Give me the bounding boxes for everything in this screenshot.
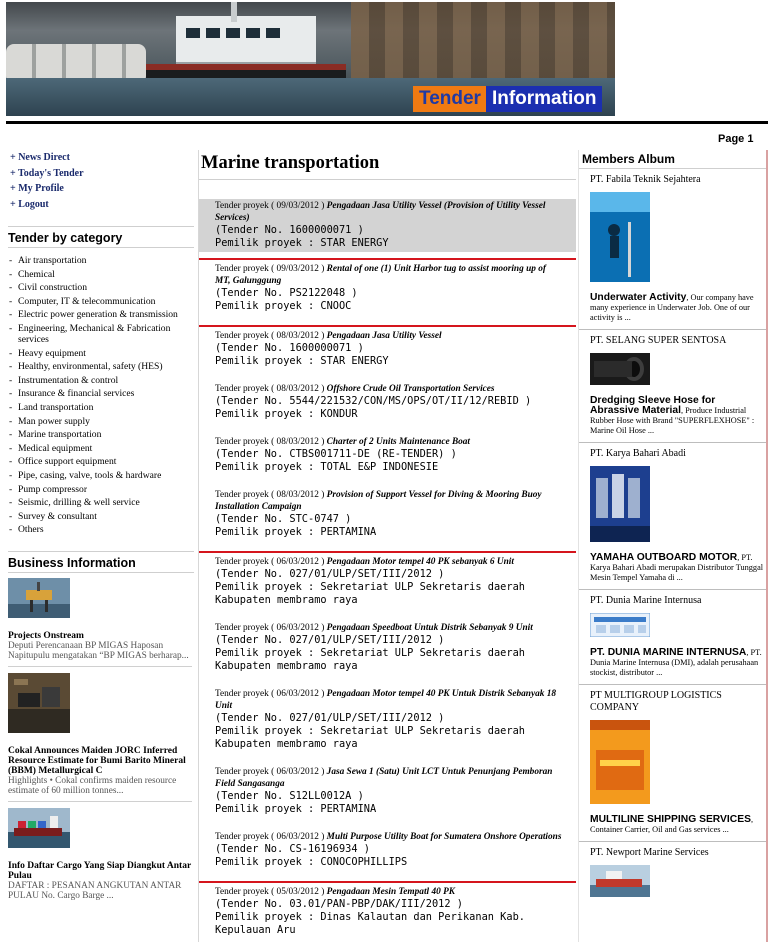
- member-description: MULTILINE SHIPPING SERVICES, Container Carrier, Oil and Gas services ...: [590, 814, 754, 834]
- tender-owner: Pemilik proyek : CONOCOPHILLIPS: [215, 856, 408, 868]
- ship-window: [186, 28, 200, 38]
- category-link[interactable]: - Instrumentation & control: [8, 374, 194, 388]
- category-link[interactable]: - Survey & consultant: [8, 510, 194, 524]
- tender-owner: Pemilik proyek : PERTAMINA: [215, 803, 377, 815]
- tender-owner: Pemilik proyek : Sekretariat ULP Sekretaris daerah Kabupaten membramo raya: [215, 647, 525, 672]
- tender-item[interactable]: [199, 622, 576, 673]
- tender-title[interactable]: Tender proyek ( 05/03/2012 ) Pengadaan Mesin Tempatl 40 PK: [215, 887, 455, 897]
- member-card[interactable]: [579, 685, 766, 842]
- tender-owner: Pemilik proyek : STAR ENERGY: [215, 355, 389, 367]
- tender-number: (Tender No. 5544/221532/CON/MS/OPS/OT/II/12/REBID ): [215, 395, 532, 407]
- date-group-divider: [199, 258, 576, 260]
- tender-number: (Tender No. CTBS001711-DE (RE-TENDER) ): [215, 448, 457, 460]
- tender-item[interactable]: [199, 263, 576, 313]
- cargo-ship-thumbnail[interactable]: [8, 808, 70, 848]
- ship-window: [266, 28, 280, 38]
- tender-number: (Tender No. PS2122048 ): [215, 287, 358, 299]
- tender-title[interactable]: Tender proyek ( 06/03/2012 ) Jasa Sewa 1 (Satu) Unit LCT Untuk Penunjang Pemboran Field Sangasanga: [215, 767, 553, 789]
- member-description: PT. DUNIA MARINE INTERNUSA, PT. Dunia Marine Internusa (DMI), adalah perusahaan stockist, distributor ...: [590, 647, 762, 677]
- diver-photo[interactable]: [590, 192, 650, 282]
- member-name[interactable]: PT. SELANG SUPER SENTOSA: [590, 335, 727, 346]
- logo-information-text: Information: [486, 86, 603, 112]
- tender-item[interactable]: [199, 199, 576, 252]
- left-sidebar: [8, 150, 194, 901]
- tender-owner: Pemilik proyek : STAR ENERGY: [215, 237, 389, 249]
- category-link[interactable]: - Air transportation: [8, 254, 194, 268]
- category-link[interactable]: - Civil construction: [8, 281, 194, 295]
- news-summary: Deputi Perencanaan BP MIGAS Haposan Napitupulu mengatakan “BP MIGAS berharap...: [8, 640, 189, 661]
- member-description: Dredging Sleeve Hose for Abrassive Material, Produce Industrial Rubber Hose with Brand "SUPERFLEXHOSE" : Marine Oil Hose ...: [590, 395, 755, 435]
- tender-information-logo: [413, 86, 602, 112]
- tender-title[interactable]: Tender proyek ( 06/03/2012 ) Pengadaan Motor tempel 40 PK sebanyak 6 Unit: [215, 557, 514, 567]
- members-album-heading: Members Album: [579, 150, 766, 169]
- date-group-divider: [199, 325, 576, 327]
- tender-number: (Tender No. 027/01/ULP/SET/III/2012 ): [215, 712, 445, 724]
- date-group-divider: [199, 881, 576, 883]
- member-card[interactable]: [579, 330, 766, 443]
- divider: [8, 666, 192, 667]
- news-summary: Highlights • Cokal confirms maiden resource estimate of 60 million tonnes...: [8, 775, 177, 796]
- members-album-panel: [578, 150, 768, 942]
- tender-number: (Tender No. 027/01/ULP/SET/III/2012 ): [215, 568, 445, 580]
- tender-owner: Pemilik proyek : KONDUR: [215, 408, 358, 420]
- tender-item[interactable]: [199, 556, 576, 607]
- tender-title[interactable]: Tender proyek ( 08/03/2012 ) Provision of Support Vessel for Diving & Mooring Buoy Installation Campaign: [215, 490, 542, 512]
- member-name[interactable]: PT. Karya Bahari Abadi: [590, 448, 686, 459]
- member-name[interactable]: PT MULTIGROUP LOGISTICS COMPANY: [590, 690, 722, 713]
- tender-number: (Tender No. 1600000071 ): [215, 342, 364, 354]
- ship-window: [226, 28, 240, 38]
- member-name[interactable]: PT. Newport Marine Services: [590, 847, 709, 858]
- my-profile-link[interactable]: + My Profile: [10, 183, 64, 194]
- category-link[interactable]: - Healthy, environmental, safety (HES): [8, 360, 194, 374]
- category-link[interactable]: - Man power supply: [8, 415, 194, 429]
- tender-owner: Pemilik proyek : PERTAMINA: [215, 526, 377, 538]
- todays-tender-link[interactable]: + Today's Tender: [10, 167, 84, 179]
- tender-title[interactable]: Tender proyek ( 09/03/2012 ) Rental of one (1) Unit Harbor tug to assist mooring up of MT, Galunggung: [215, 264, 546, 286]
- tender-owner: Pemilik proyek : CNOOC: [215, 300, 352, 312]
- page-number: Page 1: [718, 133, 754, 145]
- tender-owner: Pemilik proyek : Dinas Kalautan dan Perikanan Kab. Kepulauan Aru: [215, 911, 525, 936]
- header-banner: [6, 2, 615, 116]
- spacer: [199, 180, 576, 199]
- tender-item[interactable]: [199, 831, 576, 869]
- tender-item[interactable]: [199, 436, 576, 474]
- tender-owner: Pemilik proyek : Sekretariat ULP Sekretaris daerah Kabupaten membramo raya: [215, 581, 525, 606]
- member-card[interactable]: [579, 590, 766, 685]
- news-title[interactable]: Cokal Announces Maiden JORC Inferred Resource Estimate for Bumi Barito Mineral (BBM) Metallurgical C: [8, 745, 186, 776]
- category-link[interactable]: - Seismic, drilling & well service: [8, 496, 194, 510]
- tender-title[interactable]: Tender proyek ( 06/03/2012 ) Multi Purpose Utility Boat for Sumatera Onshore Operations: [215, 832, 562, 842]
- member-description: Underwater Activity, Our company have many experience in Underwater Job. One of our activity is ...: [590, 292, 754, 322]
- category-link[interactable]: - Pump compressor: [8, 483, 194, 497]
- divider: [8, 801, 192, 802]
- business-heading: Business Information: [8, 551, 194, 573]
- category-link[interactable]: - Medical equipment: [8, 442, 194, 456]
- tender-number: (Tender No. 1600000071 ): [215, 224, 364, 236]
- logout-link[interactable]: + Logout: [10, 198, 49, 210]
- hose-photo[interactable]: [590, 353, 650, 385]
- tender-item[interactable]: [199, 766, 576, 816]
- category-heading: Tender by category: [8, 226, 194, 248]
- page-title: Marine transportation: [201, 153, 380, 173]
- category-link[interactable]: - Others: [8, 523, 194, 537]
- tender-title[interactable]: Tender proyek ( 08/03/2012 ) Pengadaan Jasa Utility Vessel: [215, 331, 442, 341]
- tender-owner: Pemilik proyek : TOTAL E&P INDONESIE: [215, 461, 439, 473]
- news-summary: DAFTAR : PESANAN ANGKUTAN ANTAR PULAU No. Cargo Barge ...: [8, 880, 182, 901]
- news-title[interactable]: Info Daftar Cargo Yang Siap Diangkut Antar Pulau: [8, 860, 191, 881]
- mining-thumbnail[interactable]: [8, 673, 70, 733]
- ship-superstructure: [176, 16, 316, 66]
- logo-tender-text: Tender: [413, 86, 486, 112]
- tender-title[interactable]: Tender proyek ( 09/03/2012 ) Pengadaan Jasa Utility Vessel (Provision of Utility Vessel Services): [215, 201, 546, 223]
- category-link[interactable]: - Engineering, Mechanical & Fabrication services: [8, 322, 194, 347]
- news-list: [8, 578, 192, 901]
- category-link[interactable]: - Heavy equipment: [8, 347, 194, 361]
- tender-number: (Tender No. 027/01/ULP/SET/III/2012 ): [215, 634, 445, 646]
- date-group-divider: [199, 551, 576, 553]
- news-direct-link[interactable]: + News Direct: [10, 152, 70, 163]
- news-title[interactable]: Projects Onstream: [8, 630, 84, 641]
- category-link[interactable]: - Pipe, casing, valve, tools & hardware: [8, 469, 194, 483]
- member-card[interactable]: [579, 169, 766, 330]
- category-link[interactable]: - Office support equipment: [8, 455, 194, 469]
- header-divider: [6, 121, 768, 124]
- category-link[interactable]: - Insurance & financial services: [8, 387, 194, 401]
- dmi-logo-photo[interactable]: [590, 613, 650, 637]
- news-item[interactable]: [8, 808, 192, 901]
- tender-number: (Tender No. CS-16196934 ): [215, 843, 370, 855]
- tender-title[interactable]: Tender proyek ( 06/03/2012 ) Pengadaan Speedboat Untuk Distrik Sebanyak 9 Unit: [215, 623, 533, 633]
- tender-item[interactable]: [199, 330, 576, 368]
- outboard-motor-photo[interactable]: [590, 466, 650, 542]
- member-description: YAMAHA OUTBOARD MOTOR, PT. Karya Bahari Abadi merupakan Distributor Tunggal Mesin Tempel Yamaha di ...: [590, 552, 764, 582]
- ship-window: [206, 28, 220, 38]
- member-name[interactable]: PT. Fabila Teknik Sejahtera: [590, 174, 701, 185]
- news-item[interactable]: [8, 578, 192, 667]
- oil-platform-thumbnail[interactable]: [8, 578, 70, 618]
- logistics-brochure-photo[interactable]: [590, 720, 650, 804]
- tender-title[interactable]: Tender proyek ( 08/03/2012 ) Charter of 2 Units Maintenance Boat: [215, 437, 471, 447]
- tender-title[interactable]: Tender proyek ( 08/03/2012 ) Offshore Crude Oil Transportation Services: [215, 384, 495, 394]
- tender-number: (Tender No. 03.01/PAN-PBP/DAK/III/2012 ): [215, 898, 463, 910]
- tender-owner: Pemilik proyek : Sekretariat ULP Sekretaris daerah Kabupaten membramo raya: [215, 725, 525, 750]
- ship-window: [246, 28, 260, 38]
- quick-links: [8, 150, 194, 212]
- category-link[interactable]: - Chemical: [8, 268, 194, 282]
- tender-number: (Tender No. S12LL0012A ): [215, 790, 364, 802]
- member-card[interactable]: [579, 443, 766, 590]
- news-item[interactable]: [8, 673, 192, 802]
- category-link[interactable]: - Land transportation: [8, 401, 194, 415]
- tender-item[interactable]: [199, 489, 576, 539]
- tender-item[interactable]: [199, 383, 576, 421]
- member-card[interactable]: [579, 842, 766, 902]
- tender-item[interactable]: [199, 886, 576, 937]
- ship-mast: [231, 2, 237, 22]
- vessel-photo[interactable]: [590, 865, 650, 897]
- tender-number: (Tender No. STC-0747 ): [215, 513, 352, 525]
- category-link[interactable]: - Electric power generation & transmission: [8, 308, 194, 322]
- category-link[interactable]: - Computer, IT & telecommunication: [8, 295, 194, 309]
- tender-item[interactable]: [199, 688, 576, 751]
- category-link[interactable]: - Marine transportation: [8, 428, 194, 442]
- category-list: [8, 254, 194, 537]
- tender-title[interactable]: Tender proyek ( 06/03/2012 ) Pengadaan Motor tempel 40 PK Untuk Distrik Sebanyak 18 Unit: [215, 689, 557, 711]
- member-name[interactable]: PT. Dunia Marine Internusa: [590, 595, 702, 606]
- tender-list-panel: [198, 150, 576, 942]
